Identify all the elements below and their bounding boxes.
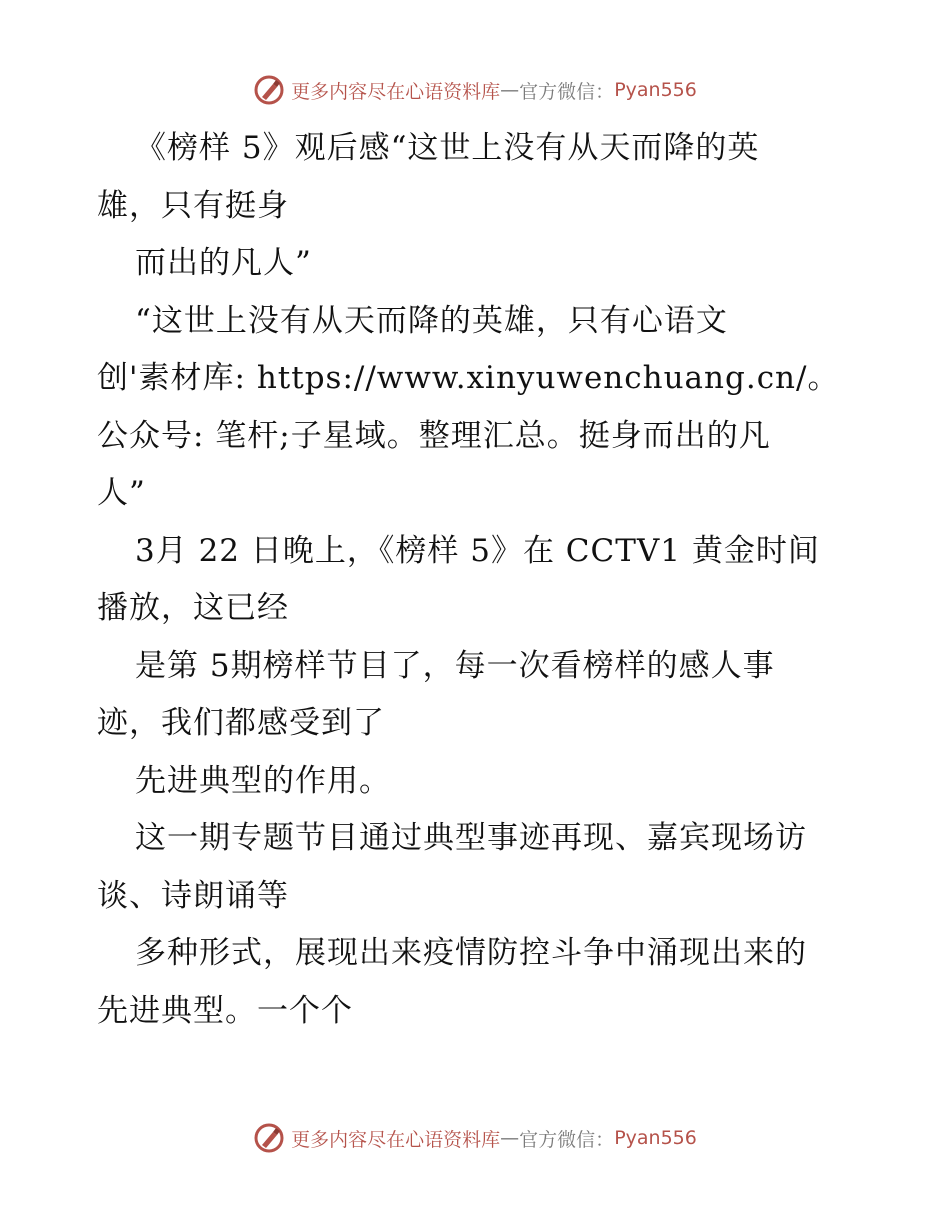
footer-watermark-banner xyxy=(0,1118,950,1158)
banner-wechat-id: Pyan556 xyxy=(614,79,697,101)
red-pen-circle-icon xyxy=(253,74,285,106)
doc-text-line: 公众号: 笔杆;子星域。整理汇总。挺身而出的凡 xyxy=(97,417,771,454)
banner-text: 更多内容尽在心语资料库 xyxy=(291,80,501,103)
banner-wechat-id: Pyan556 xyxy=(614,1127,697,1149)
document-body xyxy=(97,120,857,1040)
banner-wechat-label: 官方微信： xyxy=(519,80,615,103)
doc-title-line-2: 雄，只有挺身 xyxy=(97,187,289,224)
banner-wechat-label: 官方微信： xyxy=(519,1128,615,1151)
doc-text-line: 人” xyxy=(97,475,146,511)
doc-text-line: 是第 5期榜样节目了，每一次看榜样的感人事 xyxy=(135,647,775,684)
doc-text-line: 多种形式，展现出来疫情防控斗争中涌现出来的 xyxy=(135,935,807,971)
doc-text-line: 这一期专题节目通过典型事迹再现、嘉宾现场访 xyxy=(135,820,807,856)
doc-text-line: 播放，这已经 xyxy=(97,590,289,626)
red-pen-circle-icon xyxy=(253,1122,285,1154)
doc-title-line-3: 而出的凡人” xyxy=(135,245,312,281)
banner-separator: — xyxy=(500,79,520,101)
doc-text-line: 3月 22 日晚上，《榜样 5》在 CCTV1 黄金时间 xyxy=(135,532,820,569)
doc-text-line: 谈、诗朗诵等 xyxy=(97,877,289,914)
doc-text-line: 先进典型的作用。 xyxy=(135,762,391,799)
doc-text-line: 迹，我们都感受到了 xyxy=(97,705,385,741)
doc-text-line: “这世上没有从天而降的英雄，只有心语文 xyxy=(135,302,728,339)
banner-separator: — xyxy=(500,1127,520,1149)
doc-title-line-1: 《榜样 5》观后感“这世上没有从天而降的英 xyxy=(135,130,760,166)
doc-text-line: 先进典型。一个个 xyxy=(97,992,353,1029)
banner-text: 更多内容尽在心语资料库 xyxy=(291,1128,501,1151)
doc-text-line: 创'素材库: https://www.xinyuwenchuang.cn/。 xyxy=(97,360,840,396)
header-watermark-banner xyxy=(0,70,950,110)
